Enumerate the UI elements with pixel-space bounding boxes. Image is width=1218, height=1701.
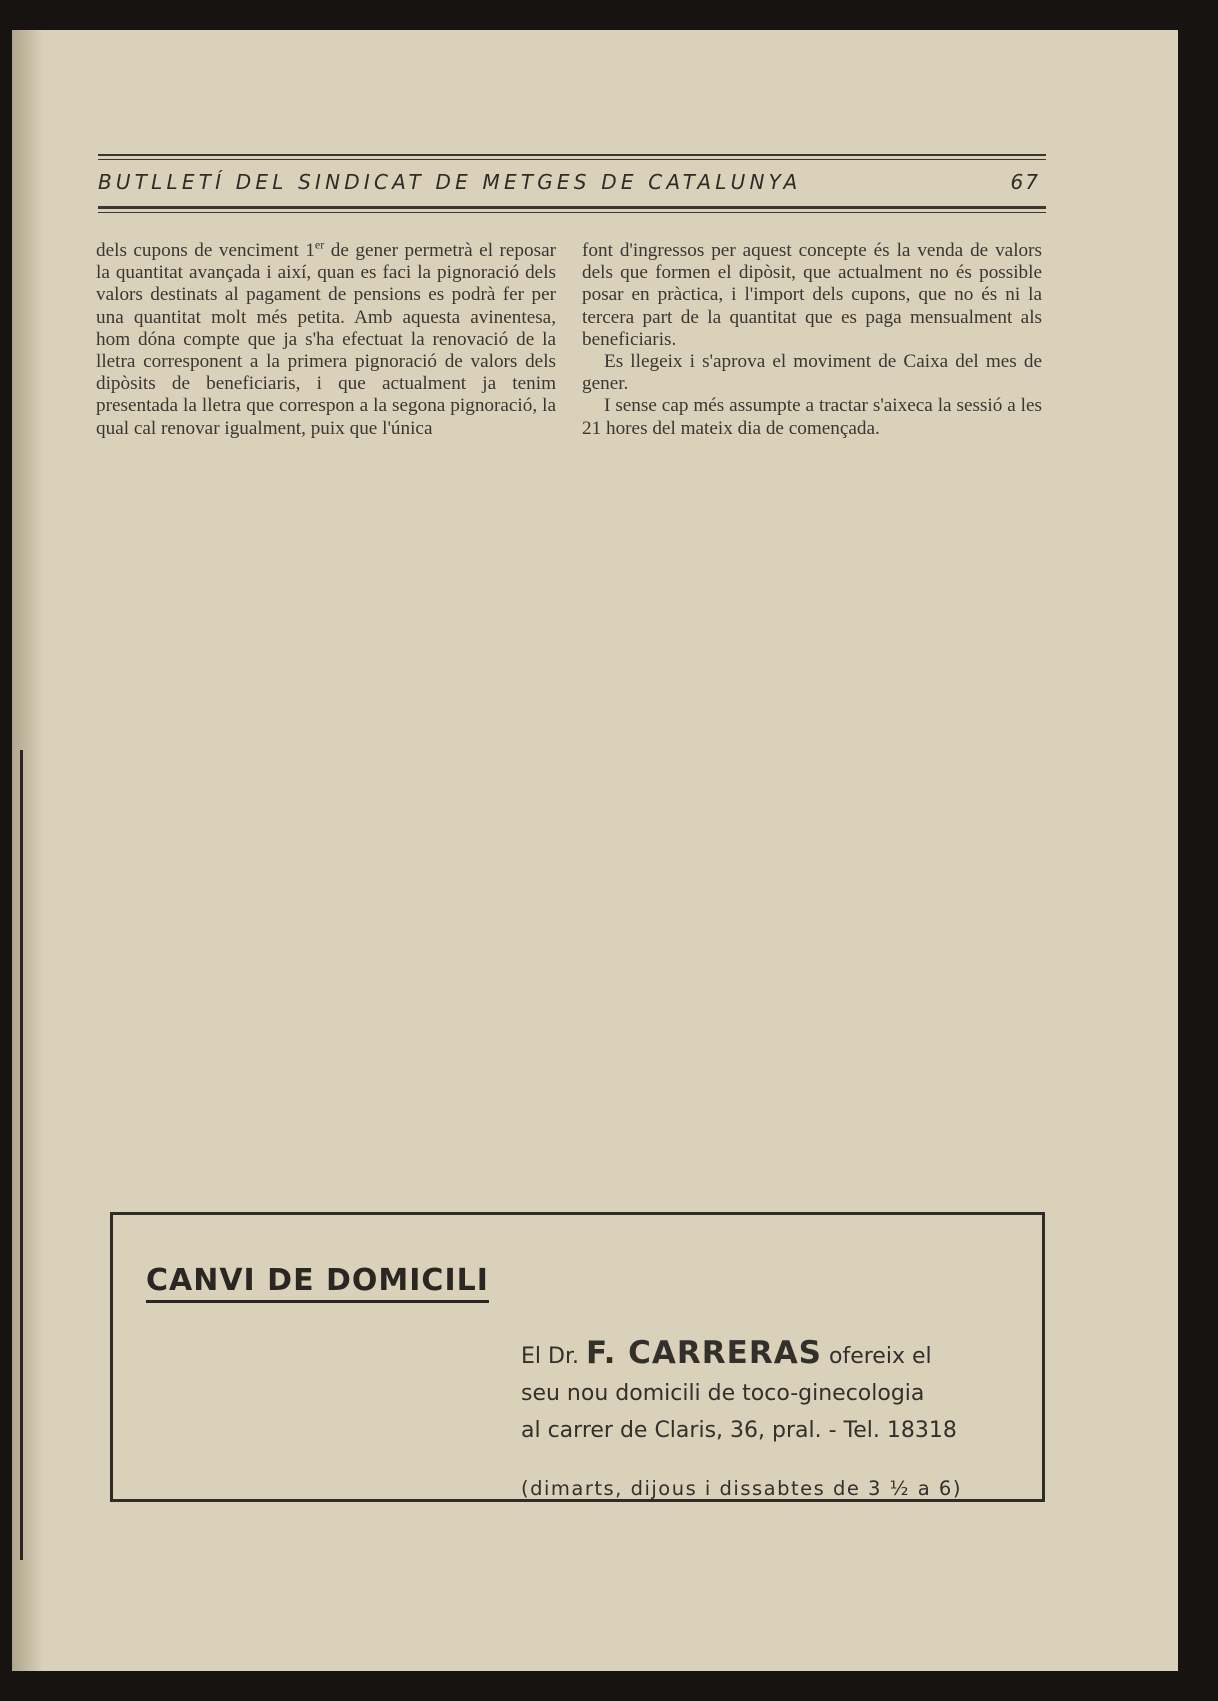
page-number: 67 xyxy=(1010,170,1040,194)
right-text-column xyxy=(582,240,1042,440)
page-gutter-shadow xyxy=(12,30,42,1671)
ad-doctor-name: F. CARRERAS xyxy=(585,1335,823,1371)
book-page xyxy=(12,30,1178,1671)
header-rule-top-thin xyxy=(98,159,1046,160)
advertisement-box xyxy=(110,1212,1045,1502)
binding-edge xyxy=(20,750,23,1560)
ad-hours: (dimarts, dijous i dissabtes de 3 ½ a 6) xyxy=(521,1477,962,1500)
right-paragraph-1: font d'ingressos per aquest concepte és la venda de valors dels que formen el dipòsit, que actualment no és possible posar en pràctica, i l'import dels cupons, que no és ni la tercera part de la quantitat que es paga mensualment als beneficiaris. xyxy=(582,240,1042,350)
header-rule-bottom xyxy=(98,206,1046,209)
header-rule-bottom-thin xyxy=(98,212,1046,213)
ad-line-1: El Dr. F. CARRERAS ofereix el xyxy=(521,1335,932,1371)
left-text-column xyxy=(96,237,556,440)
ad-body xyxy=(521,1335,957,1449)
running-title: BUTLLETÍ DEL SINDICAT DE METGES DE CATALUNYA xyxy=(98,170,802,194)
ad-title: CANVI DE DOMICILI xyxy=(146,1263,489,1303)
left-paragraph: dels cupons de venciment 1er de gener permetrà el reposar la quantitat avançada i així, quan es faci la pignoració dels valors destinats al pagament de pensions es podrà fer per una quantitat molt més petita. Amb aquesta avinentesa, hom dóna compte que ja s'ha efectuat la renovació de la lletra corresponent a la primera pignoració de valors dels dipòsits de beneficiaris, i que actualment ja tenim presentada la lletra que correspon a la segona pignoració, la qual cal renovar igualment, puix que l'única xyxy=(96,237,556,439)
right-paragraph-2: Es llegeix i s'aprova el moviment de Caixa del mes de gener. xyxy=(582,351,1042,395)
running-head xyxy=(98,170,1046,200)
ad-line-2: seu nou domicili de toco-ginecologia xyxy=(521,1381,925,1406)
right-paragraph-3: I sense cap més assumpte a tractar s'aixeca la sessió a les 21 hores del mateix dia de començada. xyxy=(582,395,1042,439)
header-rule-top xyxy=(98,154,1046,156)
ad-line-3: al carrer de Claris, 36, pral. - Tel. 18318 xyxy=(521,1418,957,1443)
